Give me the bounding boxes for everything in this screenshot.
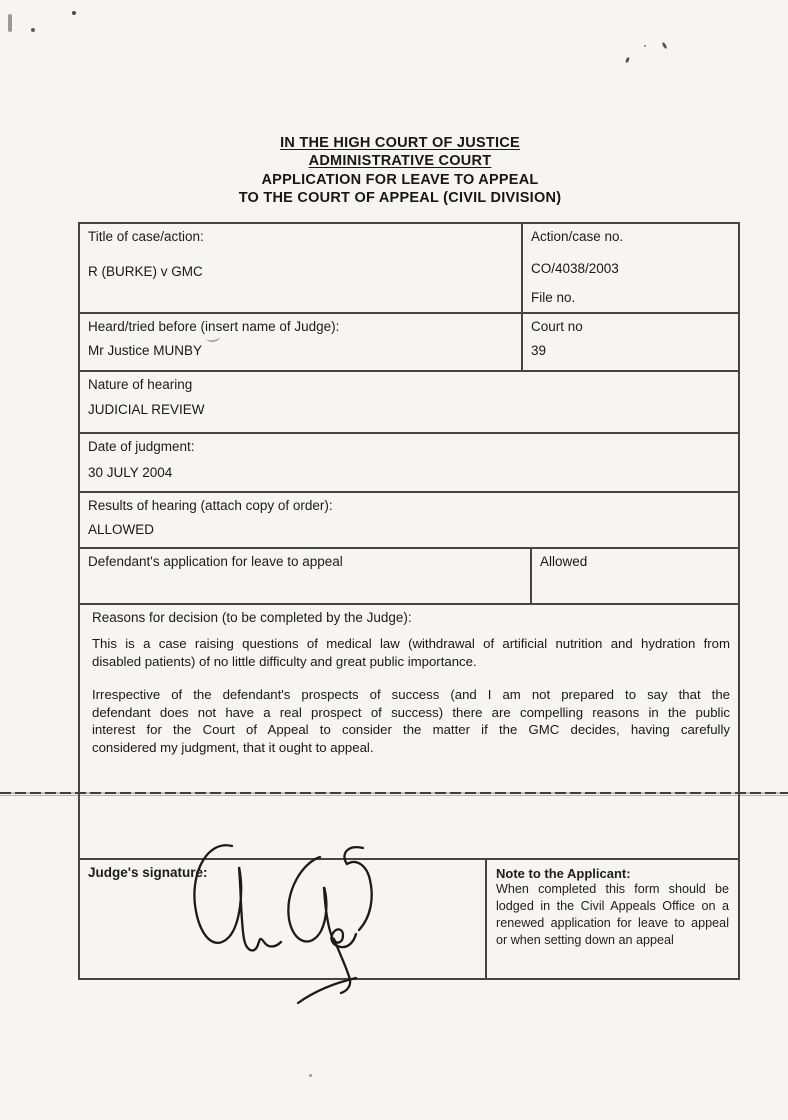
reasons-p1-line: disabled patients) of no little difficulty and great public importance. [92, 653, 477, 669]
heard-before-value: Mr Justice MUNBY [88, 343, 203, 358]
note-line: renewed application for leave to appeal [496, 916, 729, 930]
results-of-hearing-value: ALLOWED [88, 522, 155, 537]
court-no-label: Court no [531, 319, 583, 334]
row-title-of-case [80, 224, 738, 312]
field-results-of-hearing [80, 493, 738, 547]
judge-signature-scribble [172, 831, 387, 1013]
row-results-of-hearing [80, 491, 738, 547]
heading-line-2: ADMINISTRATIVE COURT [308, 153, 492, 170]
nature-of-hearing-value: JUDICIAL REVIEW [88, 402, 205, 417]
heading-line-1: IN THE HIGH COURT OF JUSTICE [280, 135, 520, 151]
reasons-p2-line: Irrespective of the defendant's prospects of success (and I am not prepared to say that the [92, 687, 730, 703]
field-date-of-judgment [80, 434, 738, 491]
date-of-judgment-label: Date of judgment: [88, 439, 195, 454]
title-of-case-label: Title of case/action: [88, 229, 204, 244]
pen-mark [661, 42, 667, 50]
pen-mark [625, 57, 630, 64]
field-defendant-application [80, 549, 530, 603]
reasons-p2-line: defendant does not have a real prospect of success) there are compelling reasons in the public [92, 704, 730, 720]
action-case-no-value: CO/4038/2003 [531, 261, 619, 276]
reasons-p2-line: interest for the Court of Appeal to consider the matter if the GMC decides, having carefully [92, 722, 730, 738]
row-date-of-judgment [80, 432, 738, 491]
field-defendant-application-result [530, 549, 738, 603]
date-of-judgment-value: 30 JULY 2004 [88, 465, 173, 480]
scan-speck [644, 45, 646, 47]
note-line: or when setting down an appeal [496, 933, 674, 947]
heading-line-4: TO THE COURT OF APPEAL (CIVIL DIVISION) [238, 190, 562, 207]
field-action-case-no [521, 224, 738, 312]
scan-speck [72, 11, 76, 15]
title-of-case-value: R (BURKE) v GMC [88, 264, 203, 279]
row-defendant-application [80, 547, 738, 603]
court-no-value: 39 [531, 343, 547, 358]
defendant-application-label: Defendant's application for leave to appeal [88, 554, 343, 569]
defendant-application-value: Allowed [540, 554, 588, 569]
note-line: lodged in the Civil Appeals Office on a [496, 899, 729, 913]
heard-before-label: Heard/tried before (insert name of Judge): [88, 319, 340, 334]
form-heading [12, 134, 788, 208]
scan-smudge [8, 14, 12, 32]
reasons-paragraph-2 [92, 686, 730, 756]
field-heard-before [80, 314, 521, 370]
field-note-to-applicant [485, 860, 738, 978]
field-reasons-for-decision [80, 605, 738, 858]
judge-signature-label: Judge's signature: [88, 865, 208, 880]
results-of-hearing-label: Results of hearing (attach copy of order): [88, 498, 333, 513]
field-court-no [521, 314, 738, 370]
file-no-label: File no. [531, 290, 576, 305]
field-title-of-case [80, 224, 521, 312]
nature-of-hearing-label: Nature of hearing [88, 377, 193, 392]
note-title: Note to the Applicant: [496, 866, 631, 881]
scan-speck [309, 1074, 312, 1077]
row-reasons-for-decision [80, 603, 738, 858]
reasons-p2-line: considered my judgment, that it ought to appeal. [92, 739, 374, 755]
note-line: When completed this form should be [496, 882, 729, 896]
row-nature-of-hearing [80, 370, 738, 432]
reasons-p1-line: This is a case raising questions of medical law (withdrawal of artificial nutrition and hydration from [92, 636, 730, 651]
action-case-no-label: Action/case no. [531, 229, 624, 244]
row-heard-before [80, 312, 738, 370]
reasons-paragraph-1 [92, 635, 730, 670]
reasons-label: Reasons for decision (to be completed by the Judge): [92, 610, 412, 625]
scan-fold-line [0, 792, 788, 797]
scan-speck [31, 28, 35, 32]
heading-line-3: APPLICATION FOR LEAVE TO APPEAL [261, 171, 539, 188]
field-nature-of-hearing [80, 372, 738, 432]
